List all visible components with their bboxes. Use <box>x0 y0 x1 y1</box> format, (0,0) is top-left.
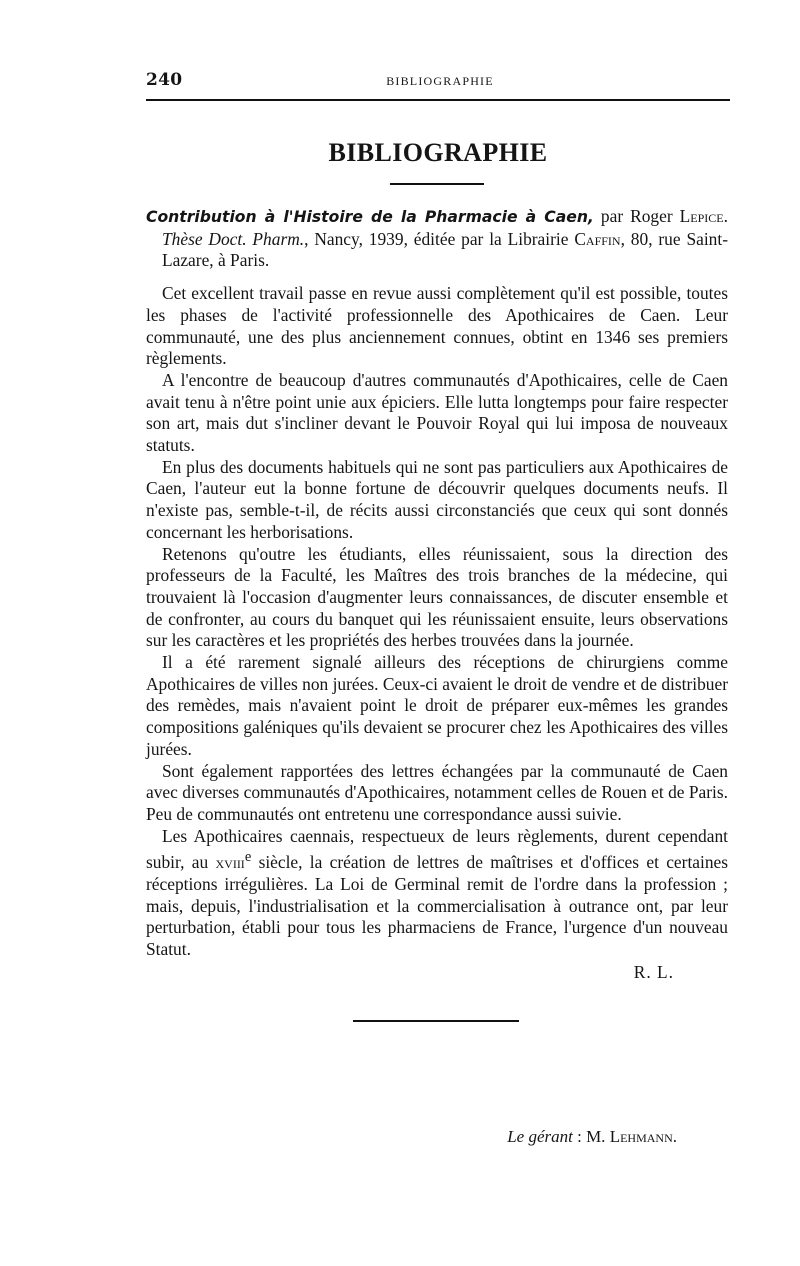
review-paragraph: Sont également rapportées des lettres échangées par la communauté de Caen avec diverses communautés d'Apothicaires, notamment celles de Rouen et de Paris. Peu de communautés ont entretenu une correspondance aussi suivie. <box>146 760 728 824</box>
review-paragraph: Il a été rarement signalé ailleurs des réceptions de chirurgiens comme Apothicaires de villes non jurées. Ceux-ci avaient le droit de vendre et de distribuer des remèdes, mais n'avaient point le droit de préparer eux-mêmes les grandes compositions galéniques qu'ils devaient se procurer chez les Apothicaires des villes jurées. <box>146 652 728 759</box>
gerant-line <box>507 1127 677 1147</box>
thesis-label: Thèse Doct. Pharm. <box>162 228 305 249</box>
review-paragraph: Cet excellent travail passe en revue aussi complètement qu'il est possible, toutes les phases de l'activité professionnelle des Apothicaires de Caen. Leur communauté, une des plus anciennement connues, obtint en 1346 ses premiers règlements. <box>146 283 728 369</box>
book-title: Contribution à l'Histoire de la Pharmacie à Caen, <box>146 208 594 226</box>
gerant-separator: : M. <box>572 1127 610 1146</box>
century-suffix: e <box>244 849 252 866</box>
review-paragraph-last <box>146 826 728 961</box>
title-rule <box>390 183 484 185</box>
review-paragraph: Retenons qu'outre les étudiants, elles réunissaient, sous la direction des professeurs de la Faculté, les Maîtres des trois branches de la médecine, qui trouvaient là l'occasion d'augmenter leurs connaissances, de discuter ensemble et de confronter, au cours du banquet qui les réunissaient ensuite, leurs observations sur les caractères et les propriétés des herbes trouvées dans la journée. <box>146 543 728 651</box>
publisher-name: Caffin <box>574 228 621 249</box>
publication-info: , Nancy, 1939, éditée par la Librairie <box>304 228 569 249</box>
last-para-start: Les Apothicaires caennais, respectueux de leurs règlements, durent cependant subir, au <box>146 825 728 873</box>
gerant-label: Le gérant <box>507 1127 573 1146</box>
header-rule <box>146 99 730 101</box>
review-paragraph: En plus des documents habituels qui ne sont pas particuliers aux Apothicaires de Caen, l'auteur eut la bonne fortune de découvrir quelques documents neufs. Il n'existe pas, semble-t-il, de récits aussi circonstanciés que ceux qui sont donnés concernant les herborisations. <box>146 456 728 542</box>
running-head: BIBLIOGRAPHIE <box>386 74 494 88</box>
author-name: Lepice. <box>679 206 728 226</box>
review-paragraph: A l'encontre de beaucoup d'autres communautés d'Apothicaires, celle de Caen avait tenu à n'être point unie aux épiciers. Elle lutta longtemps pour faire respecter son art, mais dut s'incliner devant le Pouvoir Royal qui lui imposa de nouveaux statuts. <box>146 369 728 456</box>
end-rule <box>353 1020 519 1022</box>
citation-by: par Roger <box>600 206 673 226</box>
page-number: 240 <box>146 70 183 90</box>
last-para-end: siècle, la création de lettres de maîtrises et d'offices et certaines réceptions irrégulières. La Loi de Germinal remit de l'ordre dans la profession ; mais, depuis, l'industrialisation et la commercialisation à outrance ont, par leur perturbation, établi pour tous les pharmaciens de France, l'urgence d'un nouveau Statut. <box>146 852 729 959</box>
citation <box>146 206 728 272</box>
century-numeral: xviii <box>215 852 245 873</box>
review-signature: R. L. <box>633 961 674 982</box>
publisher-address: , 80, rue Saint-Lazare, à Paris. <box>162 228 728 271</box>
section-title: BIBLIOGRAPHIE <box>328 138 548 167</box>
review-article <box>146 206 728 983</box>
gerant-name: Lehmann. <box>609 1127 677 1146</box>
